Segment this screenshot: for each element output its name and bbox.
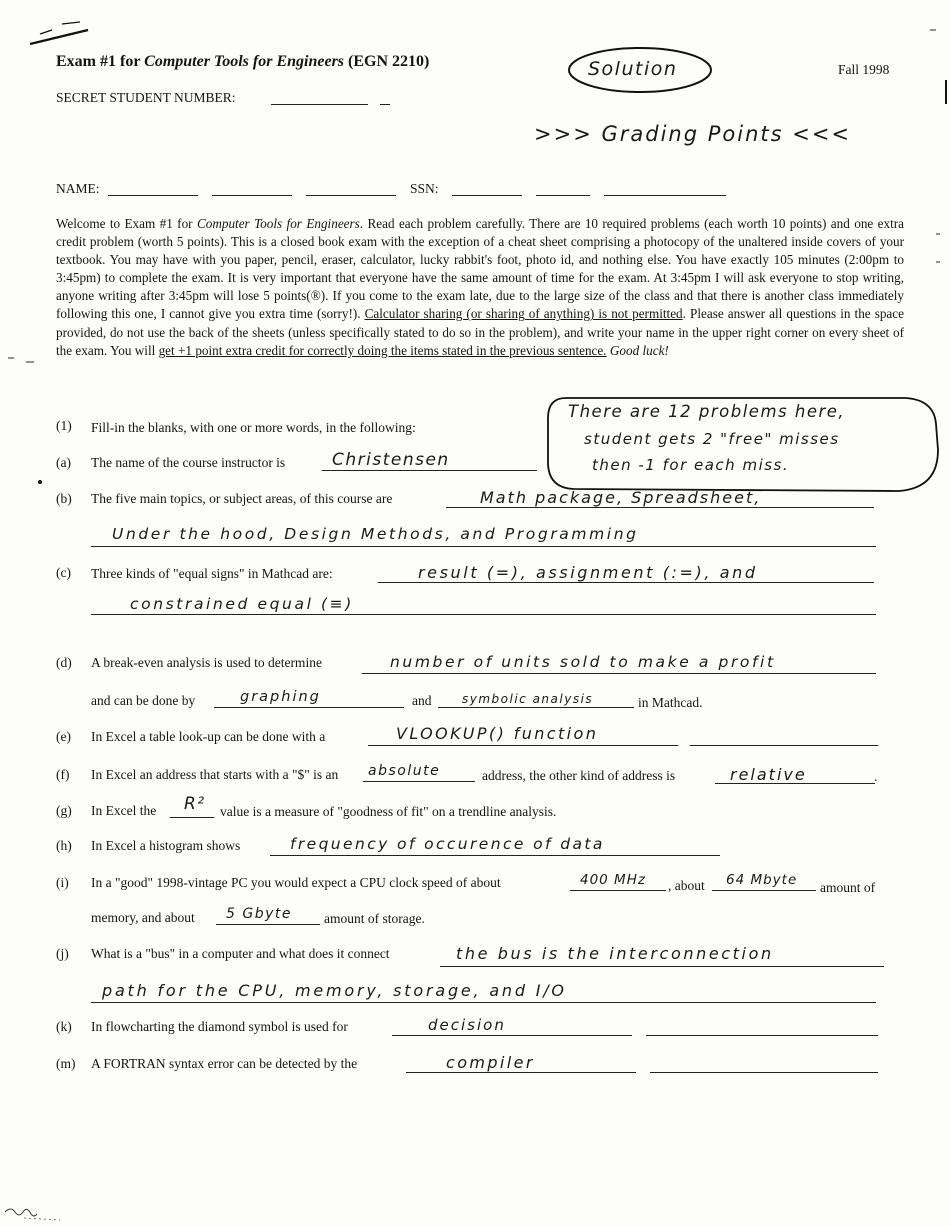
qc-blank-1[interactable] (378, 582, 874, 583)
name-label: NAME: (56, 181, 100, 196)
qk-blank-2 (646, 1035, 878, 1036)
qm-answer: compiler (446, 1053, 535, 1072)
qg-text-2: value is a measure of "goodness of fit" on a trendline analysis. (220, 804, 557, 819)
qi-text-3: amount of (820, 880, 876, 895)
qb-blank-1[interactable] (446, 507, 874, 508)
name-blank-3[interactable] (306, 195, 396, 196)
qc-text: Three kinds of "equal signs" in Mathcad are: (91, 566, 333, 581)
qm-text: A FORTRAN syntax error can be detected by the (91, 1056, 358, 1071)
qm-blank-2 (650, 1072, 878, 1073)
ssn-label: SSN: (410, 181, 439, 196)
qh-answer: frequency of occurence of data (290, 835, 605, 853)
grading-note-line-1: There are 12 problems here, (568, 402, 846, 421)
qj-answer-1: the bus is the interconnection (456, 944, 774, 963)
qc-answer-1: result (=), assignment (:=), and (418, 563, 758, 582)
qg-answer: R² (184, 794, 206, 814)
exam-term: Fall 1998 (838, 62, 890, 77)
secret-student-number-label: SECRET STUDENT NUMBER: (56, 90, 236, 105)
qk-text: In flowcharting the diamond symbol is used for (91, 1019, 348, 1034)
qi-blank-2[interactable] (712, 890, 816, 891)
qi-text-5: amount of storage. (324, 911, 425, 926)
qe-answer: VLOOKUP() function (396, 724, 599, 743)
qa-text: The name of the course instructor is (91, 455, 286, 470)
qj-answer-2: path for the CPU, memory, storage, and I/O (102, 981, 567, 1000)
qk-answer: decision (428, 1016, 506, 1034)
qj-number: (j) (56, 946, 69, 961)
qi-text-2: , about (668, 878, 705, 893)
qi-answer-2: 64 Mbyte (726, 872, 798, 888)
qi-text: In a "good" 1998-vintage PC you would expect a CPU clock speed of about (91, 875, 501, 890)
qh-number: (h) (56, 838, 72, 853)
qb-text: The five main topics, or subject areas, of this course are (91, 491, 393, 506)
qi-blank-3[interactable] (216, 924, 320, 925)
qi-text-4: memory, and about (91, 910, 195, 925)
qd-text: A break-even analysis is used to determine (91, 655, 322, 670)
name-blank-2[interactable] (212, 195, 292, 196)
qk-number: (k) (56, 1019, 72, 1034)
qe-blank-2 (690, 745, 878, 746)
ssn-blank-2[interactable] (536, 195, 590, 196)
qc-answer-2: constrained equal (≡) (130, 595, 354, 613)
qe-text: In Excel a table look-up can be done with a (91, 729, 326, 744)
exam-title: Exam #1 for Computer Tools for Engineers (EGN 2210) (56, 53, 430, 70)
qd-answer-1: number of units sold to make a profit (390, 653, 776, 671)
qd-blank-3[interactable] (438, 707, 634, 708)
qm-number: (m) (56, 1056, 76, 1071)
qi-blank-1[interactable] (570, 890, 666, 891)
ssn-blank-1[interactable] (452, 195, 522, 196)
qb-blank-2[interactable] (91, 546, 876, 547)
qd-blank-2[interactable] (214, 707, 404, 708)
qg-blank[interactable] (170, 817, 214, 818)
qd-text-2: and can be done by (91, 693, 196, 708)
qf-text-2: address, the other kind of address is (482, 768, 676, 783)
qi-number: (i) (56, 875, 69, 890)
grading-points-note: >>> Grading Points <<< (534, 122, 852, 146)
qb-number: (b) (56, 491, 72, 506)
secret-number-blank-2 (380, 104, 390, 105)
qh-text: In Excel a histogram shows (91, 838, 241, 853)
qb-answer-2: Under the hood, Design Methods, and Programming (112, 525, 639, 543)
q1-number: (1) (56, 418, 72, 433)
qi-answer-1: 400 MHz (580, 872, 646, 888)
qe-blank[interactable] (368, 745, 678, 746)
qd-text-3: and (412, 693, 432, 708)
qf-text: In Excel an address that starts with a "$" is an (91, 767, 339, 782)
qf-number: (f) (56, 767, 70, 782)
name-blank-1[interactable] (108, 195, 198, 196)
qf-text-3: . (874, 769, 878, 784)
qd-answer-2: graphing (240, 689, 321, 705)
secret-number-blank[interactable] (271, 104, 368, 105)
qe-number: (e) (56, 729, 71, 744)
qc-number: (c) (56, 565, 71, 580)
qd-text-4: in Mathcad. (638, 695, 703, 710)
qk-blank[interactable] (392, 1035, 632, 1036)
solution-label: Solution (588, 58, 678, 80)
qa-number: (a) (56, 455, 71, 470)
qg-text: In Excel the (91, 803, 157, 818)
qj-blank-1[interactable] (440, 966, 884, 967)
qg-number: (g) (56, 803, 72, 818)
qh-blank[interactable] (270, 855, 720, 856)
qd-blank-1[interactable] (362, 673, 876, 674)
qf-blank-1[interactable] (363, 781, 475, 782)
qf-answer-2: relative (730, 765, 807, 784)
qd-answer-3: symbolic analysis (462, 692, 594, 706)
qd-number: (d) (56, 655, 72, 670)
qf-answer-1: absolute (368, 763, 441, 779)
qi-answer-3: 5 Gbyte (226, 906, 292, 922)
qm-blank[interactable] (406, 1072, 636, 1073)
qj-blank-2[interactable] (91, 1002, 876, 1003)
instructions-paragraph: Welcome to Exam #1 for Computer Tools for Engineers. Read each problem carefully. There are 10 required problems (each worth 10 points) and one extra credit problem (worth 5 points). This is a closed book exam with the exception of a cheat sheet comprising a photocopy of the unaltered inside covers of your textbook. You may have with you paper, pencil, eraser, calculator, lucky rabbit's foot, photo id, and nothing else. You have exactly 105 minutes (2:00pm to 3:45pm) to complete the exam. It is very important that everyone have the same amount of time for the exam. At 3:45pm I will ask everyone to stop writing, anyone writing after 3:45pm will lose 5 points(®). If you come to the exam late, due to the large size of the class and that there is another class immediately following this one, I cannot give you extra time (sorry!). Calculator sharing (or sharing of anything) is not permitted. Please answer all questions in the space provided, do not use the back of the sheets (unless specifically stated to do so in the problem), and write your name in the upper right corner on every sheet of the exam. You will get +1 point extra credit for correctly doing the items stated in the previous sentence. Good luck! (56, 216, 904, 358)
qb-answer-1: Math package, Spreadsheet, (480, 488, 762, 507)
qa-answer: Christensen (332, 450, 450, 470)
grading-note-line-3: then -1 for each miss. (592, 456, 790, 474)
grading-note-line-2: student gets 2 "free" misses (584, 430, 840, 448)
qa-blank[interactable] (322, 470, 537, 471)
qj-text: What is a "bus" in a computer and what does it connect (91, 946, 390, 961)
ssn-blank-3[interactable] (604, 195, 726, 196)
q1-text: Fill-in the blanks, with one or more words, in the following: (91, 420, 416, 435)
qc-blank-2[interactable] (91, 614, 876, 615)
